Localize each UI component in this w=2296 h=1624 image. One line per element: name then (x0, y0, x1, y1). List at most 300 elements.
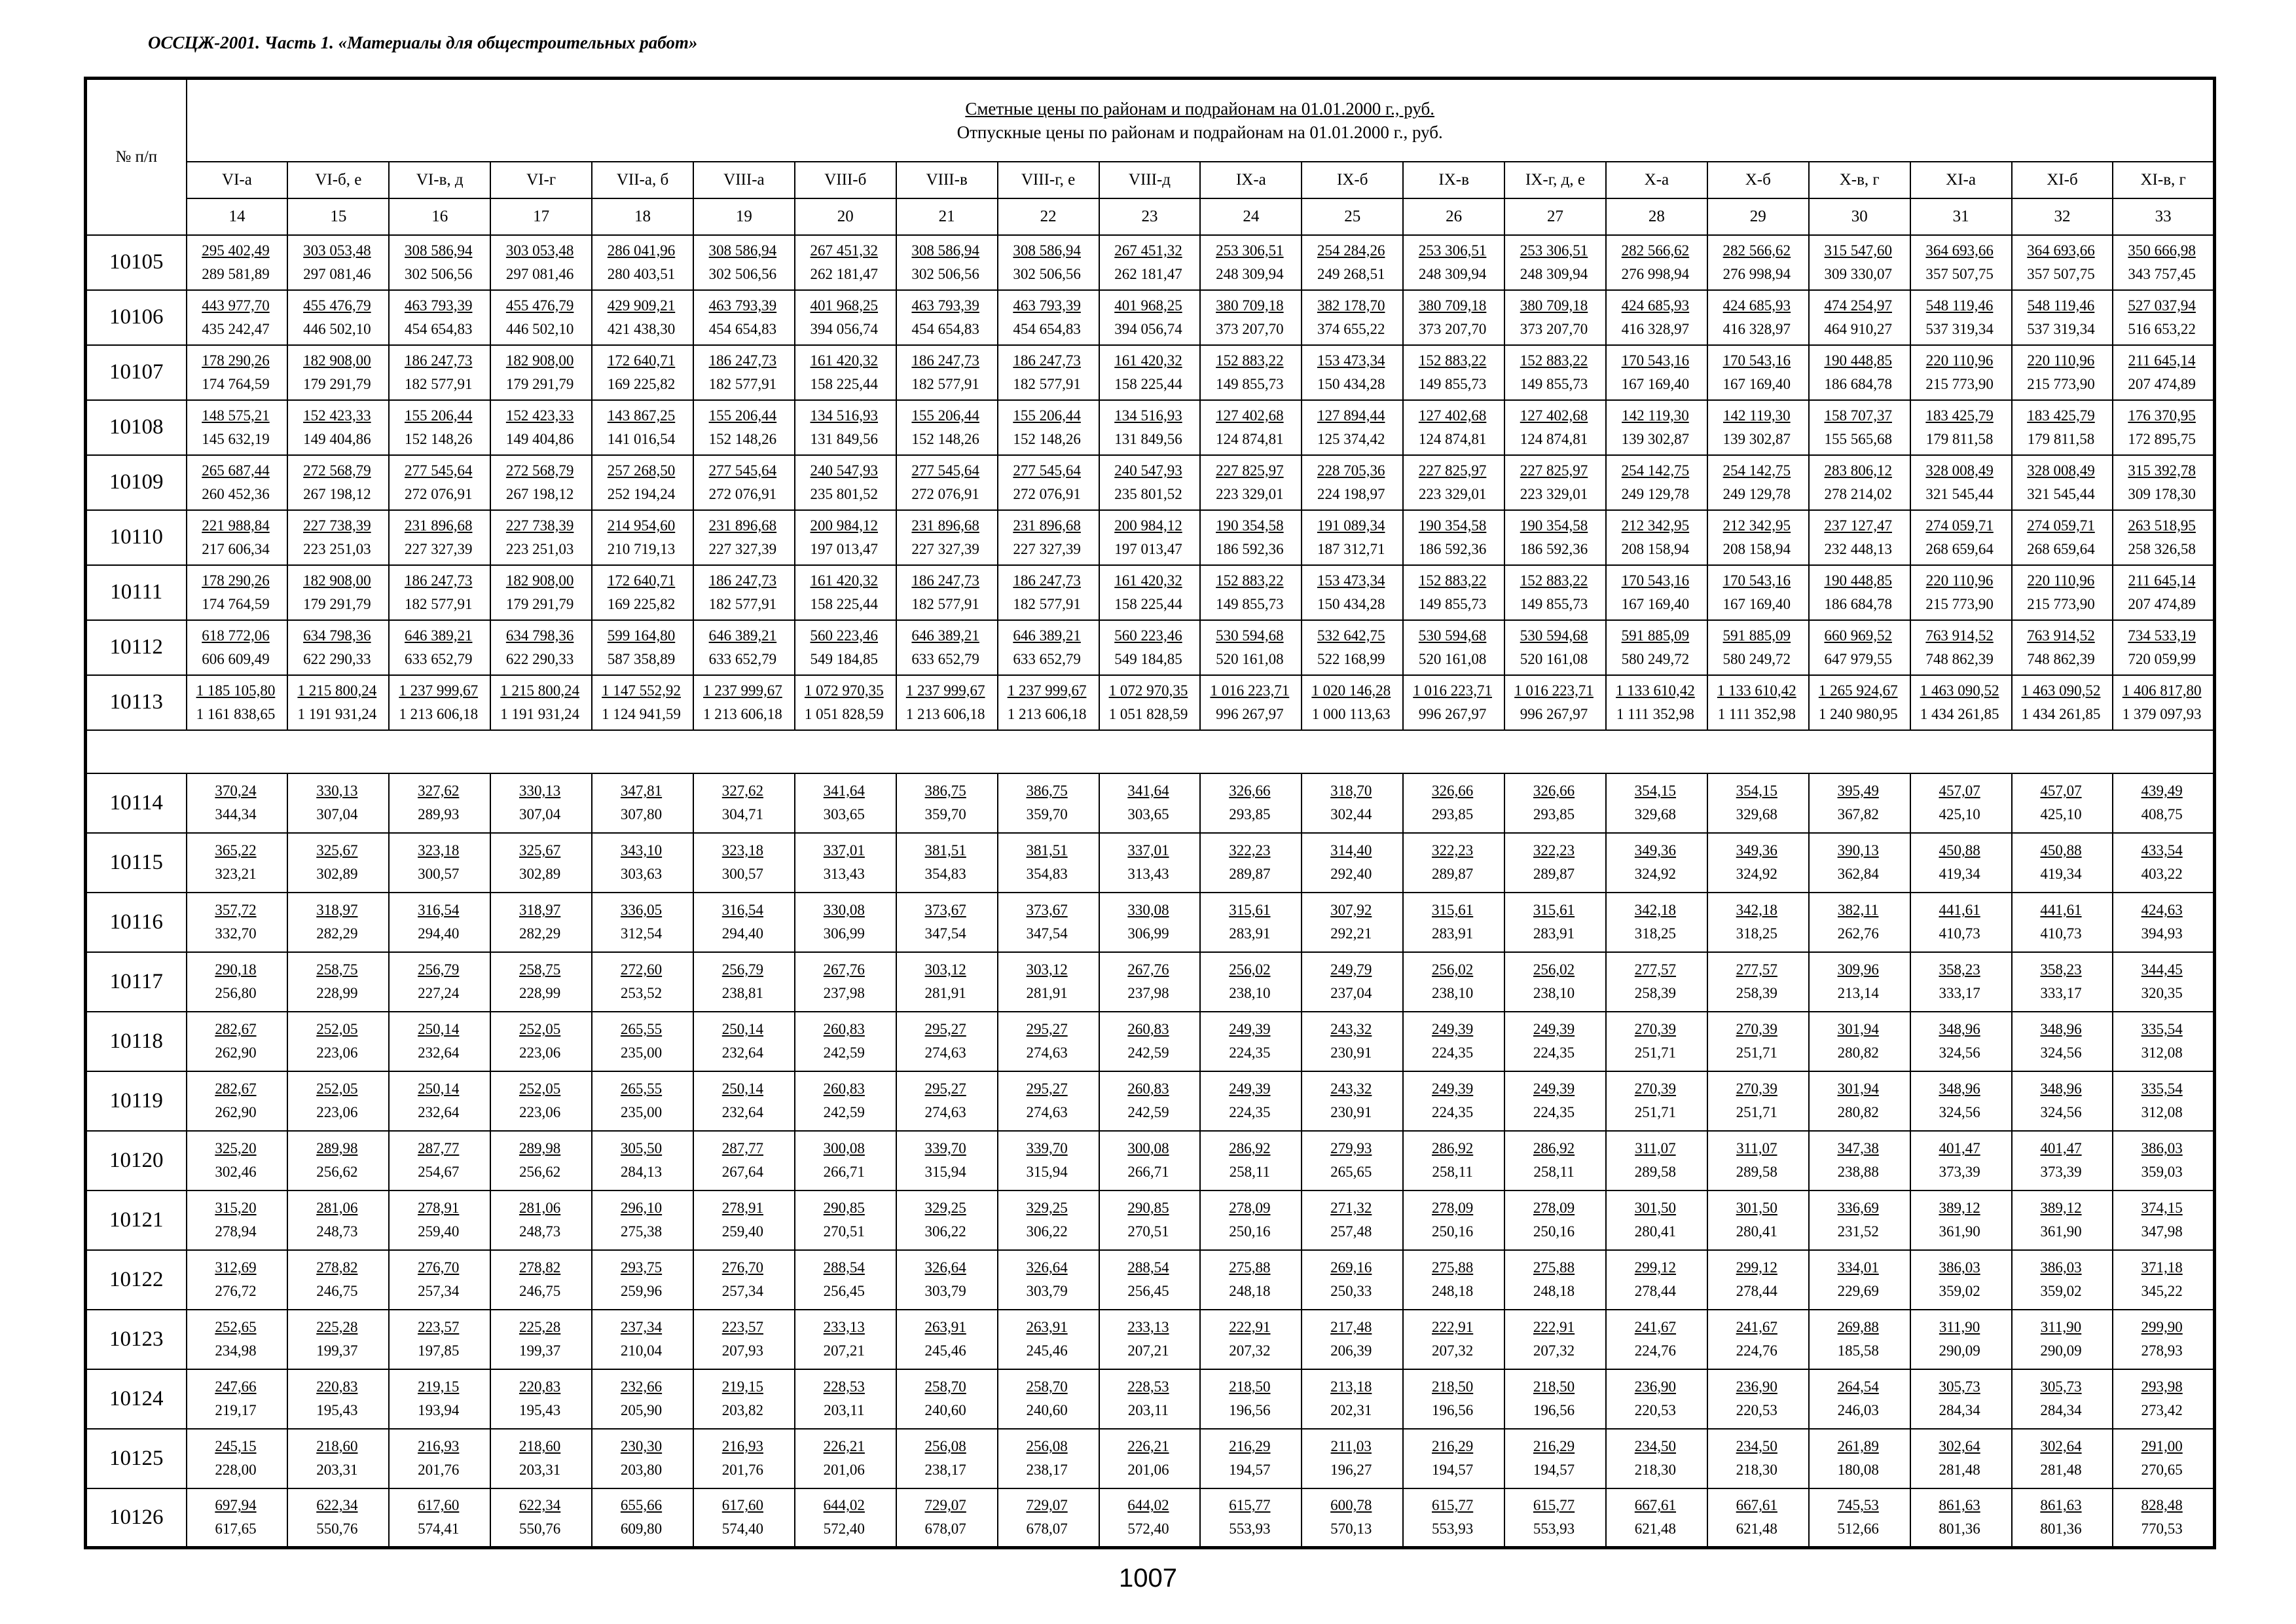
estimate-price: 354,15 (1634, 783, 1677, 799)
release-price: 228,00 (215, 1462, 257, 1478)
release-price: 425,10 (2040, 806, 2082, 822)
price-cell (693, 400, 795, 455)
estimate-price: 218,50 (1432, 1378, 1474, 1395)
price-cell (187, 1369, 288, 1429)
price-cell (2113, 290, 2214, 345)
price-cell (1707, 1131, 1809, 1190)
price-cell (187, 1190, 288, 1250)
price-cell (693, 620, 795, 675)
release-price: 303,63 (620, 866, 663, 882)
estimate-price: 311,90 (2040, 1319, 2082, 1335)
release-price: 257,48 (1330, 1223, 1372, 1240)
price-cell (1707, 675, 1809, 730)
release-price: 315,94 (1026, 1164, 1068, 1180)
estimate-price: 228 705,36 (1317, 462, 1385, 479)
estimate-price: 182 908,00 (303, 572, 371, 589)
release-price: 158 225,44 (1114, 595, 1182, 612)
estimate-price: 233,13 (823, 1319, 865, 1335)
estimate-price: 315 392,78 (2128, 462, 2196, 479)
estimate-price: 1 237 999,67 (703, 682, 782, 699)
estimate-price: 277 545,64 (1013, 462, 1081, 479)
release-price: 303,65 (823, 806, 865, 822)
estimate-price: 660 969,52 (1824, 627, 1892, 644)
table-row (86, 1250, 2215, 1310)
release-price: 293,85 (1229, 806, 1271, 822)
release-price: 169 225,82 (607, 375, 676, 392)
release-price: 324,56 (1939, 1104, 1980, 1120)
price-cell (1200, 345, 1302, 400)
price-cell (795, 1131, 896, 1190)
price-cell (1504, 1488, 1606, 1548)
price-cell (187, 833, 288, 893)
estimate-price: 1 463 090,52 (1920, 682, 1999, 699)
release-price: 289 581,89 (202, 265, 270, 282)
release-price: 633 652,79 (708, 650, 777, 667)
price-cell (1504, 1369, 1606, 1429)
price-cell (998, 1250, 1099, 1310)
estimate-price: 227 825,97 (1418, 462, 1487, 479)
estimate-price: 252,05 (316, 1021, 358, 1037)
table-row (86, 893, 2215, 952)
estimate-price: 401,47 (2040, 1140, 2082, 1156)
price-cell (490, 510, 592, 565)
price-cell (187, 1012, 288, 1071)
price-cell (896, 952, 998, 1012)
release-price: 258 326,58 (2128, 540, 2196, 557)
estimate-price: 249,39 (1432, 1021, 1474, 1037)
release-price: 158 225,44 (810, 375, 879, 392)
release-price: 354,83 (924, 866, 966, 882)
release-price: 186 592,36 (1418, 540, 1487, 557)
release-price: 201,76 (418, 1462, 460, 1478)
price-cell (1099, 1190, 1201, 1250)
estimate-price: 308 586,94 (404, 242, 473, 259)
price-cell (998, 1488, 1099, 1548)
release-price: 1 161 838,65 (196, 705, 276, 722)
release-price: 240,60 (1026, 1402, 1068, 1418)
estimate-price: 301,50 (1634, 1200, 1677, 1216)
release-price: 347,98 (2141, 1223, 2183, 1240)
release-price: 256,45 (1127, 1283, 1169, 1299)
price-cell (1200, 1488, 1302, 1548)
price-cell (287, 1310, 389, 1369)
column-number: 23 (1099, 198, 1201, 235)
price-cell (1910, 1012, 2012, 1071)
price-cell (592, 345, 693, 400)
release-price: 256,80 (215, 985, 257, 1001)
price-cell (187, 565, 288, 620)
price-cell (998, 345, 1099, 400)
release-price: 302 506,56 (404, 265, 473, 282)
release-price: 250,16 (1432, 1223, 1474, 1240)
price-cell (592, 893, 693, 952)
estimate-price: 178 290,26 (202, 572, 270, 589)
price-cell (896, 290, 998, 345)
estimate-price: 269,16 (1330, 1259, 1372, 1276)
price-cell (287, 620, 389, 675)
release-price: 199,37 (316, 1342, 358, 1359)
release-price: 223 329,01 (1520, 485, 1588, 502)
estimate-price: 186 247,73 (1013, 572, 1081, 589)
release-price: 250,16 (1229, 1223, 1271, 1240)
price-cell (389, 290, 490, 345)
column-number: 31 (1910, 198, 2012, 235)
estimate-price: 296,10 (620, 1200, 663, 1216)
release-price: 367,82 (1837, 806, 1879, 822)
release-price: 224,35 (1533, 1104, 1575, 1120)
release-price: 182 577,91 (708, 595, 777, 612)
release-price: 410,73 (2040, 925, 2082, 942)
estimate-price: 401 968,25 (810, 297, 879, 314)
release-price: 572,40 (823, 1521, 865, 1538)
price-table (84, 77, 2216, 1549)
table-row (86, 510, 2215, 565)
estimate-price: 342,18 (1736, 902, 1777, 918)
district-column-header: IX-в (1403, 162, 1504, 198)
release-price: 550,76 (316, 1521, 358, 1538)
price-cell (1606, 1429, 1707, 1488)
estimate-price: 250,14 (721, 1021, 764, 1037)
material-code: 10113 (86, 675, 187, 730)
release-price: 306,22 (1026, 1223, 1068, 1240)
price-cell (896, 235, 998, 290)
release-price: 996 267,97 (1418, 705, 1487, 722)
estimate-price: 599 164,80 (607, 627, 676, 644)
release-price: 223 251,03 (303, 540, 371, 557)
estimate-price: 326,64 (924, 1259, 966, 1276)
price-cell (1606, 455, 1707, 510)
release-price: 996 267,97 (1216, 705, 1284, 722)
estimate-price: 252,05 (519, 1080, 561, 1097)
estimate-price: 300,08 (823, 1140, 865, 1156)
material-code: 10120 (86, 1131, 187, 1190)
price-cell (1403, 1429, 1504, 1488)
release-price: 283,91 (1432, 925, 1474, 942)
estimate-price: 161 420,32 (1114, 572, 1182, 589)
price-cell (1504, 773, 1606, 833)
estimate-price: 1 185 105,80 (196, 682, 276, 699)
estimate-price: 386,75 (924, 783, 966, 799)
estimate-price: 228,53 (823, 1378, 865, 1395)
price-cell (187, 1071, 288, 1131)
release-price: 141 016,54 (607, 430, 676, 447)
release-price: 297 081,46 (303, 265, 371, 282)
price-cell (1302, 455, 1403, 510)
district-column-header: IX-б (1302, 162, 1403, 198)
price-cell (1099, 1012, 1201, 1071)
release-price: 238,10 (1432, 985, 1474, 1001)
estimate-price: 265,55 (620, 1080, 663, 1097)
estimate-price: 315 547,60 (1824, 242, 1892, 259)
release-price: 203,31 (316, 1462, 358, 1478)
table-row (86, 455, 2215, 510)
release-price: 324,92 (1736, 866, 1777, 882)
price-cell (2012, 1131, 2113, 1190)
release-price: 332,70 (215, 925, 257, 942)
price-cell (1809, 1250, 1910, 1310)
release-price: 155 565,68 (1824, 430, 1892, 447)
estimate-price: 218,60 (519, 1438, 561, 1454)
release-price: 280,82 (1837, 1044, 1879, 1061)
price-cell (795, 1012, 896, 1071)
estimate-price: 158 707,37 (1824, 407, 1892, 424)
estimate-price: 335,54 (2141, 1021, 2183, 1037)
price-cell (1606, 773, 1707, 833)
release-price: 238,17 (924, 1462, 966, 1478)
release-price: 149 404,86 (505, 430, 574, 447)
estimate-price: 287,77 (418, 1140, 460, 1156)
release-price: 259,96 (620, 1283, 663, 1299)
price-cell (1606, 1488, 1707, 1548)
price-cell (1809, 1190, 1910, 1250)
district-column-header: IX-а (1200, 162, 1302, 198)
price-cell (1302, 1310, 1403, 1369)
document-header: ОССЦЖ-2001. Часть 1. «Материалы для общестроительных работ» (148, 33, 698, 52)
release-price: 215 773,90 (1925, 595, 1994, 612)
price-cell (1200, 1190, 1302, 1250)
price-cell (896, 565, 998, 620)
price-cell (896, 1250, 998, 1310)
price-cell (693, 1429, 795, 1488)
district-column-header: VI-в, д (389, 162, 490, 198)
estimate-price: 226,21 (1127, 1438, 1169, 1454)
price-cell (592, 510, 693, 565)
price-cell (1809, 675, 1910, 730)
price-cell (1200, 1012, 1302, 1071)
release-price: 574,41 (418, 1521, 460, 1538)
price-cell (490, 1071, 592, 1131)
release-price: 262,76 (1837, 925, 1879, 942)
release-price: 253,52 (620, 985, 663, 1001)
price-cell (1910, 1131, 2012, 1190)
release-price: 306,22 (924, 1223, 966, 1240)
price-cell (1910, 620, 2012, 675)
release-price: 208 158,94 (1722, 540, 1791, 557)
estimate-price: 1 016 223,71 (1413, 682, 1492, 699)
price-cell (2012, 1190, 2113, 1250)
estimate-price: 265 687,44 (202, 462, 270, 479)
estimate-price: 290,85 (1127, 1200, 1169, 1216)
price-cell (795, 952, 896, 1012)
district-column-header: XI-б (2012, 162, 2113, 198)
release-price: 182 577,91 (708, 375, 777, 392)
estimate-price: 240 547,93 (810, 462, 879, 479)
estimate-price: 330,13 (519, 783, 561, 799)
release-price: 617,65 (215, 1521, 257, 1538)
release-price: 272 076,91 (911, 485, 979, 502)
estimate-price: 200 984,12 (810, 517, 879, 534)
price-cell (1809, 400, 1910, 455)
estimate-price: 364 693,66 (1925, 242, 1994, 259)
release-price: 268 659,64 (1925, 540, 1994, 557)
price-cell (1606, 510, 1707, 565)
price-cell (693, 235, 795, 290)
release-price: 302,46 (215, 1164, 257, 1180)
estimate-price: 365,22 (215, 842, 257, 858)
release-price: 280,41 (1736, 1223, 1777, 1240)
estimate-price: 218,60 (316, 1438, 358, 1454)
estimate-price: 220,83 (316, 1378, 358, 1395)
price-cell (1809, 893, 1910, 952)
estimate-price: 152 883,22 (1520, 572, 1588, 589)
price-cell (187, 952, 288, 1012)
release-price: 180,08 (1837, 1462, 1879, 1478)
release-price: 237,98 (1127, 985, 1169, 1001)
price-cell (1403, 1131, 1504, 1190)
price-cell (187, 345, 288, 400)
release-price: 203,11 (824, 1402, 865, 1418)
price-cell (1504, 290, 1606, 345)
estimate-price: 301,94 (1837, 1021, 1879, 1037)
release-price: 454 654,83 (404, 320, 473, 337)
estimate-price: 341,64 (823, 783, 865, 799)
estimate-price: 243,32 (1330, 1080, 1372, 1097)
column-number: 14 (187, 198, 288, 235)
estimate-price: 277 545,64 (911, 462, 979, 479)
price-cell (1504, 1190, 1606, 1250)
estimate-price: 618 772,06 (202, 627, 270, 644)
price-cell (2113, 675, 2214, 730)
release-price: 182 577,91 (911, 375, 979, 392)
estimate-price: 341,64 (1127, 783, 1169, 799)
estimate-price: 339,70 (1026, 1140, 1068, 1156)
release-price: 224,76 (1634, 1342, 1677, 1359)
release-price: 303,65 (1127, 806, 1169, 822)
estimate-price: 172 640,71 (607, 572, 676, 589)
price-cell (1302, 952, 1403, 1012)
price-cell (287, 1012, 389, 1071)
release-price: 131 849,56 (810, 430, 879, 447)
release-price: 282,29 (316, 925, 358, 942)
price-cell (592, 1131, 693, 1190)
release-price: 149 855,73 (1520, 375, 1588, 392)
price-cell (1809, 1429, 1910, 1488)
price-cell (1809, 773, 1910, 833)
price-cell (1809, 1310, 1910, 1369)
estimate-price: 316,54 (721, 902, 764, 918)
column-number: 32 (2012, 198, 2113, 235)
release-price: 394 056,74 (810, 320, 879, 337)
estimate-price: 278,82 (316, 1259, 358, 1276)
release-price: 196,56 (1229, 1402, 1271, 1418)
estimate-price: 250,14 (721, 1080, 764, 1097)
estimate-price: 697,94 (215, 1497, 257, 1514)
price-cell (1099, 290, 1201, 345)
table-row (86, 675, 2215, 730)
estimate-price: 236,90 (1736, 1378, 1777, 1395)
estimate-price: 170 543,16 (1722, 352, 1791, 369)
estimate-price: 334,01 (1837, 1259, 1879, 1276)
district-column-header: IX-г, д, е (1504, 162, 1606, 198)
estimate-price: 240 547,93 (1114, 462, 1182, 479)
price-cell (187, 235, 288, 290)
price-cell (1809, 1131, 1910, 1190)
price-cell (2012, 1369, 2113, 1429)
estimate-price: 318,97 (519, 902, 561, 918)
price-cell (1707, 400, 1809, 455)
price-cell (187, 290, 288, 345)
table-title (187, 79, 2215, 162)
release-price: 251,71 (1634, 1104, 1677, 1120)
estimate-price: 591 885,09 (1722, 627, 1791, 644)
release-price: 373,39 (2040, 1164, 2082, 1180)
release-price: 259,40 (418, 1223, 460, 1240)
estimate-price: 343,10 (620, 842, 663, 858)
price-cell (896, 1310, 998, 1369)
table-row (86, 620, 2215, 675)
release-price: 770,53 (2141, 1521, 2183, 1538)
price-cell (490, 952, 592, 1012)
price-cell (1707, 773, 1809, 833)
price-cell (592, 620, 693, 675)
price-cell (1809, 620, 1910, 675)
release-price: 354,83 (1026, 866, 1068, 882)
price-cell (1504, 620, 1606, 675)
release-price: 196,27 (1330, 1462, 1372, 1478)
estimate-price: 530 594,68 (1216, 627, 1284, 644)
release-price: 228,99 (316, 985, 358, 1001)
release-price: 580 249,72 (1722, 650, 1791, 667)
release-price: 324,56 (2040, 1104, 2082, 1120)
estimate-price: 249,39 (1533, 1021, 1575, 1037)
price-cell (1707, 345, 1809, 400)
estimate-price: 278,91 (418, 1200, 460, 1216)
estimate-price: 231 896,68 (708, 517, 777, 534)
price-cell (693, 1071, 795, 1131)
estimate-price: 183 425,79 (1925, 407, 1994, 424)
estimate-price: 326,64 (1026, 1259, 1068, 1276)
price-cell (1910, 1488, 2012, 1548)
estimate-price: 219,15 (418, 1378, 460, 1395)
price-cell (998, 455, 1099, 510)
release-price: 394,93 (2141, 925, 2183, 942)
estimate-price: 288,54 (1127, 1259, 1169, 1276)
price-cell (1099, 1131, 1201, 1190)
estimate-price: 450,88 (1939, 842, 1980, 858)
price-cell (592, 400, 693, 455)
estimate-price: 325,67 (519, 842, 561, 858)
estimate-price: 256,08 (924, 1438, 966, 1454)
release-price: 124 874,81 (1418, 430, 1487, 447)
price-cell (1302, 1012, 1403, 1071)
release-price: 219,17 (215, 1402, 257, 1418)
estimate-price: 295,27 (924, 1080, 966, 1097)
price-cell (287, 455, 389, 510)
price-cell (896, 1190, 998, 1250)
estimate-price: 463 793,39 (708, 297, 777, 314)
estimate-price: 258,75 (316, 961, 358, 978)
release-price: 258,39 (1634, 985, 1677, 1001)
estimate-price: 254 284,26 (1317, 242, 1385, 259)
price-cell (287, 400, 389, 455)
release-price: 242,59 (823, 1044, 865, 1061)
release-price: 227 327,39 (1013, 540, 1081, 557)
estimate-price: 305,73 (2040, 1378, 2082, 1395)
price-cell (1403, 1190, 1504, 1250)
release-price: 313,43 (823, 866, 865, 882)
estimate-price: 227 825,97 (1520, 462, 1588, 479)
estimate-price: 250,14 (418, 1021, 460, 1037)
price-cell (1606, 1369, 1707, 1429)
price-cell (1099, 400, 1201, 455)
release-price: 227 327,39 (404, 540, 473, 557)
release-price: 801,36 (1939, 1521, 1980, 1538)
estimate-price: 309,96 (1837, 961, 1879, 978)
price-cell (592, 455, 693, 510)
table-row (86, 1071, 2215, 1131)
estimate-price: 288,54 (823, 1259, 865, 1276)
price-cell (1606, 1250, 1707, 1310)
